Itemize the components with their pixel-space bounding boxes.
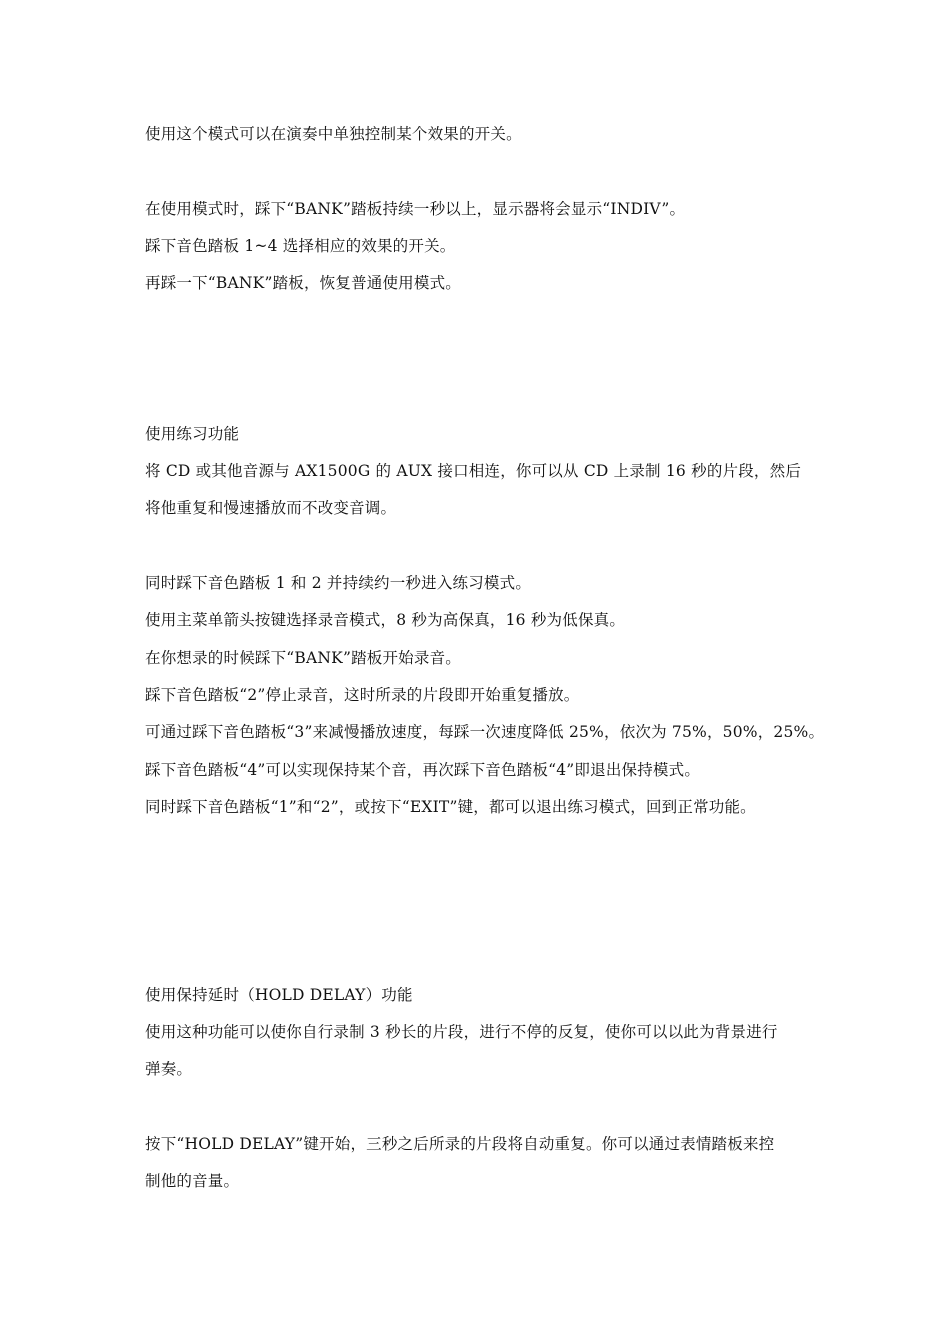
- practice-step-5: 可通过踩下音色踏板“3”来减慢播放速度，每踩一次速度降低 25%，依次为 75%，50%，25%。: [145, 723, 825, 741]
- hold-delay-desc-line-1: 使用这种功能可以使你自行录制 3 秒长的片段，进行不停的反复，使你可以以此为背景进行: [145, 1023, 778, 1041]
- practice-heading: 使用练习功能: [145, 425, 240, 443]
- practice-step-7: 同时踩下音色踏板“1”和“2”，或按下“EXIT”键，都可以退出练习模式，回到正常功能。: [145, 798, 756, 816]
- individual-mode-step-3: 再踩一下“BANK”踏板，恢复普通使用模式。: [145, 274, 461, 292]
- hold-delay-heading: 使用保持延时（HOLD DELAY）功能: [145, 986, 413, 1004]
- hold-delay-step-line-1: 按下“HOLD DELAY”键开始，三秒之后所录的片段将自动重复。你可以通过表情踏板来控: [145, 1135, 775, 1153]
- practice-step-3: 在你想录的时候踩下“BANK”踏板开始录音。: [145, 649, 461, 667]
- individual-mode-step-1: 在使用模式时，踩下“BANK”踏板持续一秒以上，显示器将会显示“INDIV”。: [145, 200, 686, 218]
- hold-delay-desc-line-2: 弹奏。: [145, 1060, 193, 1078]
- practice-desc-line-2: 将他重复和慢速播放而不改变音调。: [145, 499, 397, 517]
- practice-step-1: 同时踩下音色踏板 1 和 2 并持续约一秒进入练习模式。: [145, 574, 532, 592]
- practice-step-4: 踩下音色踏板“2”停止录音，这时所录的片段即开始重复播放。: [145, 686, 580, 704]
- individual-mode-intro: 使用这个模式可以在演奏中单独控制某个效果的开关。: [145, 125, 522, 143]
- individual-mode-step-2: 踩下音色踏板 1~4 选择相应的效果的开关。: [145, 237, 456, 255]
- practice-desc-line-1: 将 CD 或其他音源与 AX1500G 的 AUX 接口相连，你可以从 CD 上录制 16 秒的片段，然后: [145, 462, 802, 480]
- hold-delay-step-line-2: 制他的音量。: [145, 1172, 240, 1190]
- practice-step-2: 使用主菜单箭头按键选择录音模式，8 秒为高保真，16 秒为低保真。: [145, 611, 626, 629]
- practice-step-6: 踩下音色踏板“4”可以实现保持某个音，再次踩下音色踏板“4”即退出保持模式。: [145, 761, 701, 779]
